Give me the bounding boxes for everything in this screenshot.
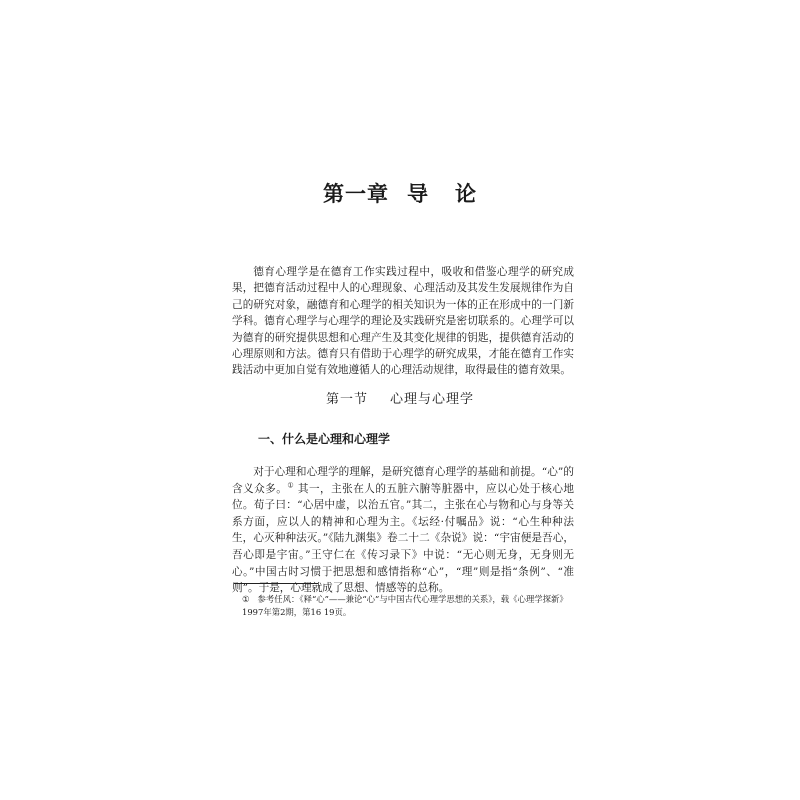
body-text-part-2: 其一，主张在人的五脏六腑等脏器中，应以心处于核心地位。荀子曰：“心居中虚，以治五官。”其二，主张在心与物和心与身等关系方面，应以人的精神和心理为主。《坛经·付嘱品》说：“心生种种法生，心灭种种法灭。”《陆九渊集》卷二十二《杂说》说：“宇宙便是吾心，吾心即是宇宙。”王守仁在《传习录下》中说：“无心则无身，无身则无心。”中国古时习惯于把思想和感情指称“心”，“理”则是指“条例”、“准则”。于是，心理就成了思想、情感等的总称。 [232, 482, 574, 595]
intro-paragraph: 德育心理学是在德育工作实践过程中，吸收和借鉴心理学的研究成果，把德育活动过程中人的心理现象、心理活动及其发生发展规律作为自己的研究对象，融德育和心理学的相关知识为一体的正在形成中的一门新学科。德育心理学与心理学的理论及实践研究是密切联系的。心理学可以为德育的研究提供思想和心理产生及其变化规律的钥匙，提供德育活动的心理原则和方法。德育只有借助于心理学的研究成果，才能在德育工作实践活动中更加自觉有效地遵循人的心理活动规律，取得最佳的德育效果。 [232, 266, 574, 377]
section-number: 第一节 [325, 392, 368, 407]
body-text-part-1: 对于心理和心理学的理解，是研究德育心理学的基础和前提。“心”的含义众多。 [232, 466, 574, 495]
chapter-title-char-2: 论 [455, 182, 477, 206]
chapter-title [0, 178, 800, 208]
footnote-divider [234, 583, 318, 584]
footnote-text: 参考任风：《释“心”——兼论“心”与中国古代心理学思想的关系》，载《心理学探新》1997年第2期，第16 19页。 [242, 594, 568, 617]
footnote-reference[interactable]: ① [287, 481, 295, 490]
body-paragraph [232, 464, 574, 597]
subsection-title: 一、什么是心理和心理学 [258, 432, 391, 446]
footnote [242, 593, 574, 619]
footnote-number: ① [242, 594, 250, 604]
section-heading [0, 388, 800, 407]
section-title: 心理与心理学 [390, 392, 475, 407]
chapter-title-char-1: 导 [407, 182, 429, 206]
chapter-number: 第一章 [323, 182, 389, 206]
